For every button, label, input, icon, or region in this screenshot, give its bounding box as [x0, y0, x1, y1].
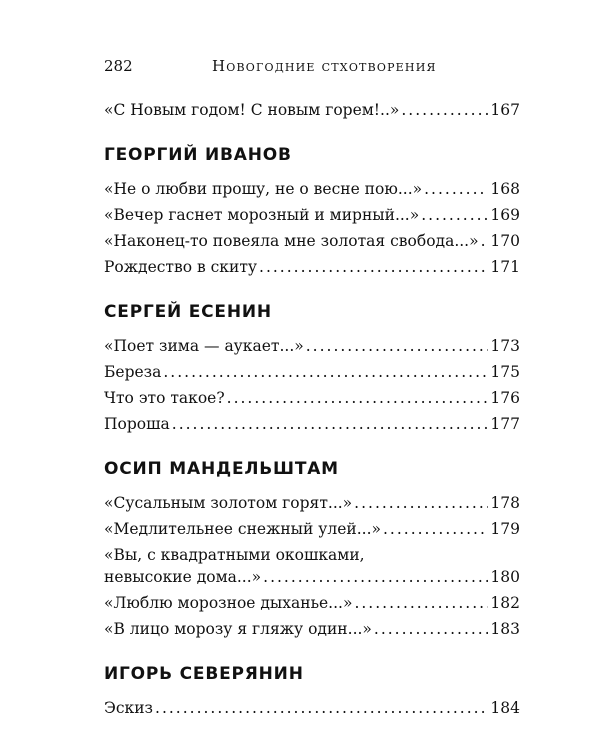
entry-title-line1: «Вы, с квадратными окошками,	[104, 546, 365, 564]
dot-leader	[172, 414, 489, 434]
entry-title: Рождество в скиту	[104, 258, 258, 276]
dot-leader	[306, 336, 489, 356]
entry-title: «Наконец-то повеяла мне золотая свобода...»	[104, 232, 479, 250]
dot-leader	[263, 567, 488, 587]
toc-entry	[104, 205, 520, 231]
toc-entry	[104, 362, 520, 388]
author-heading: СЕРГЕЙ ЕСЕНИН	[104, 302, 272, 322]
entry-title: «Поет зима — аукает...»	[104, 337, 304, 355]
entry-page-number: 171	[490, 258, 520, 276]
toc-entry	[104, 545, 520, 593]
entry-title: «Вечер гаснет морозный и мирный...»	[104, 206, 420, 224]
dot-leader	[424, 179, 488, 199]
book-title: Новогодние стхотворения	[212, 57, 437, 75]
toc-entry	[104, 414, 520, 440]
author-heading: ИГОРЬ СЕВЕРЯНИН	[104, 664, 304, 684]
dot-leader	[354, 493, 488, 513]
entry-title: «В лицо морозу я гляжу один...»	[104, 620, 372, 638]
entry-title: «Сусальным золотом горят...»	[104, 494, 353, 512]
author-heading: ОСИП МАНДЕЛЬШТАМ	[104, 459, 339, 479]
entry-title: «Не о любви прошу, не о весне пою...»	[104, 180, 423, 198]
dot-leader	[383, 519, 488, 539]
page-number: 282	[104, 57, 133, 75]
entry-page-number: 183	[490, 620, 520, 638]
entry-page-number: 168	[490, 180, 520, 198]
entry-page-number: 177	[490, 415, 520, 433]
dot-leader	[374, 619, 489, 639]
entry-page-number: 178	[490, 494, 520, 512]
toc-entry	[104, 493, 520, 519]
dot-leader	[163, 362, 488, 382]
dot-leader	[421, 205, 488, 225]
toc-entry	[104, 100, 520, 126]
dot-leader	[227, 388, 489, 408]
entry-page-number: 170	[490, 232, 520, 250]
toc-entry	[104, 519, 520, 545]
entry-title: Эскиз	[104, 699, 154, 717]
entry-page-number: 167	[490, 101, 520, 119]
entry-page-number: 169	[490, 206, 520, 224]
toc-entry	[104, 231, 520, 257]
entry-page-number: 176	[490, 389, 520, 407]
toc-entry	[104, 619, 520, 645]
dot-leader	[354, 593, 488, 613]
toc-entry	[104, 336, 520, 362]
dot-leader	[401, 100, 488, 120]
entry-title: «С Новым годом! С новым горем!..»	[104, 101, 400, 119]
entry-page-number: 173	[490, 337, 520, 355]
dot-leader	[259, 257, 488, 277]
entry-title: «Люблю морозное дыханье...»	[104, 594, 353, 612]
entry-title: «Медлительнее снежный улей...»	[104, 520, 381, 538]
toc-entry	[104, 593, 520, 619]
author-heading: ГЕОРГИЙ ИВАНОВ	[104, 145, 292, 165]
entry-title-line2: невысокие дома...»	[104, 568, 262, 586]
entry-page-number: 182	[490, 594, 520, 612]
dot-leader	[481, 231, 489, 251]
running-head	[104, 57, 520, 77]
toc-entry	[104, 698, 520, 724]
entry-page-number: 175	[490, 363, 520, 381]
dot-leader	[155, 698, 488, 718]
entry-title: Пороша	[104, 415, 170, 433]
toc-entry	[104, 388, 520, 414]
toc-entry	[104, 179, 520, 205]
entry-title-line2-row	[104, 567, 520, 593]
table-of-contents	[104, 100, 520, 724]
entry-page-number: 179	[490, 520, 520, 538]
entry-page-number: 180	[490, 568, 520, 586]
toc-entry	[104, 257, 520, 283]
entry-title: Что это такое?	[104, 389, 225, 407]
entry-page-number: 184	[490, 699, 520, 717]
entry-title: Береза	[104, 363, 162, 381]
